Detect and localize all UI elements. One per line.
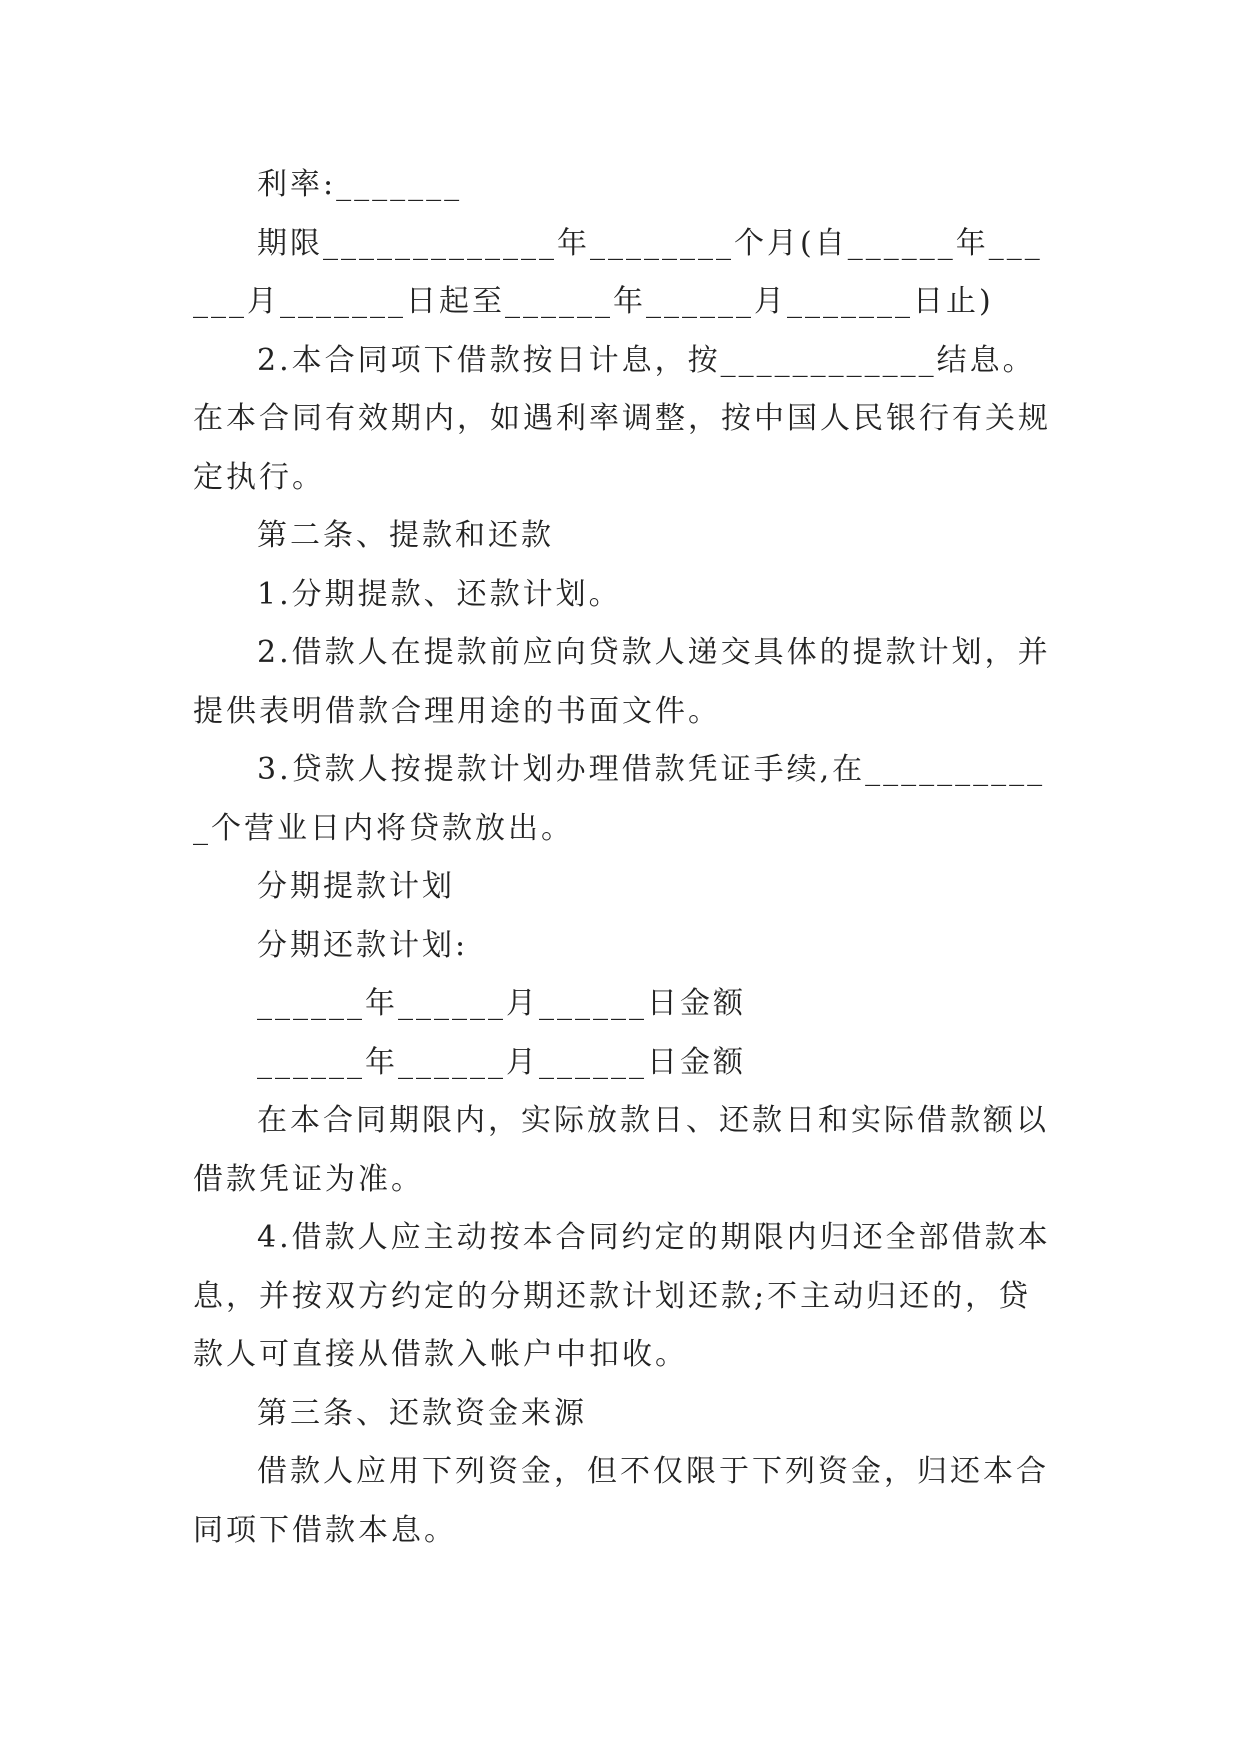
interest-calculation-paragraph: 2.本合同项下借款按日计息，按____________结息。在本合同有效期内，如遇利率调整，按中国人民银行有关规定执行。	[193, 342, 1051, 495]
installment-withdrawal-plan-heading: 分期提款计划	[257, 869, 455, 904]
clause-3-paragraph: 3.贷款人按提款计划办理借款凭证手续,在___________个营业日内将贷款放出。	[193, 752, 1046, 846]
loan-voucher-paragraph: 在本合同期限内，实际放款日、还款日和实际借款额以借款凭证为准。	[193, 1103, 1049, 1197]
repayment-date-amount-line-2: ______年______月______日金额	[257, 1044, 746, 1080]
clause-2-paragraph: 2.借款人在提款前应向贷款人递交具体的提款计划，并提供表明借款合理用途的书面文件。	[193, 635, 1051, 729]
interest-rate-line: 利率:_______	[257, 167, 463, 202]
installment-repayment-plan-heading: 分期还款计划:	[257, 927, 469, 963]
clause-1-paragraph: 1.分期提款、还款计划。	[257, 576, 622, 612]
article-2-heading: 第二条、提款和还款	[257, 518, 554, 553]
term-paragraph: 期限_____________年________个月(自______年______月_______日起至______年______月_______日止)	[193, 225, 1043, 319]
document-body	[193, 156, 1055, 1560]
repayment-date-amount-line-1: ______年______月______日金额	[257, 986, 746, 1021]
article-3-heading: 第三条、还款资金来源	[257, 1395, 587, 1431]
clause-4-paragraph: 4.借款人应主动按本合同约定的期限内归还全部借款本息，并按双方约定的分期还款计划还款;不主动归还的，贷款人可直接从借款入帐户中扣收。	[193, 1220, 1051, 1372]
repayment-source-paragraph: 借款人应用下列资金，但不仅限于下列资金，归还本合同项下借款本息。	[193, 1454, 1049, 1548]
